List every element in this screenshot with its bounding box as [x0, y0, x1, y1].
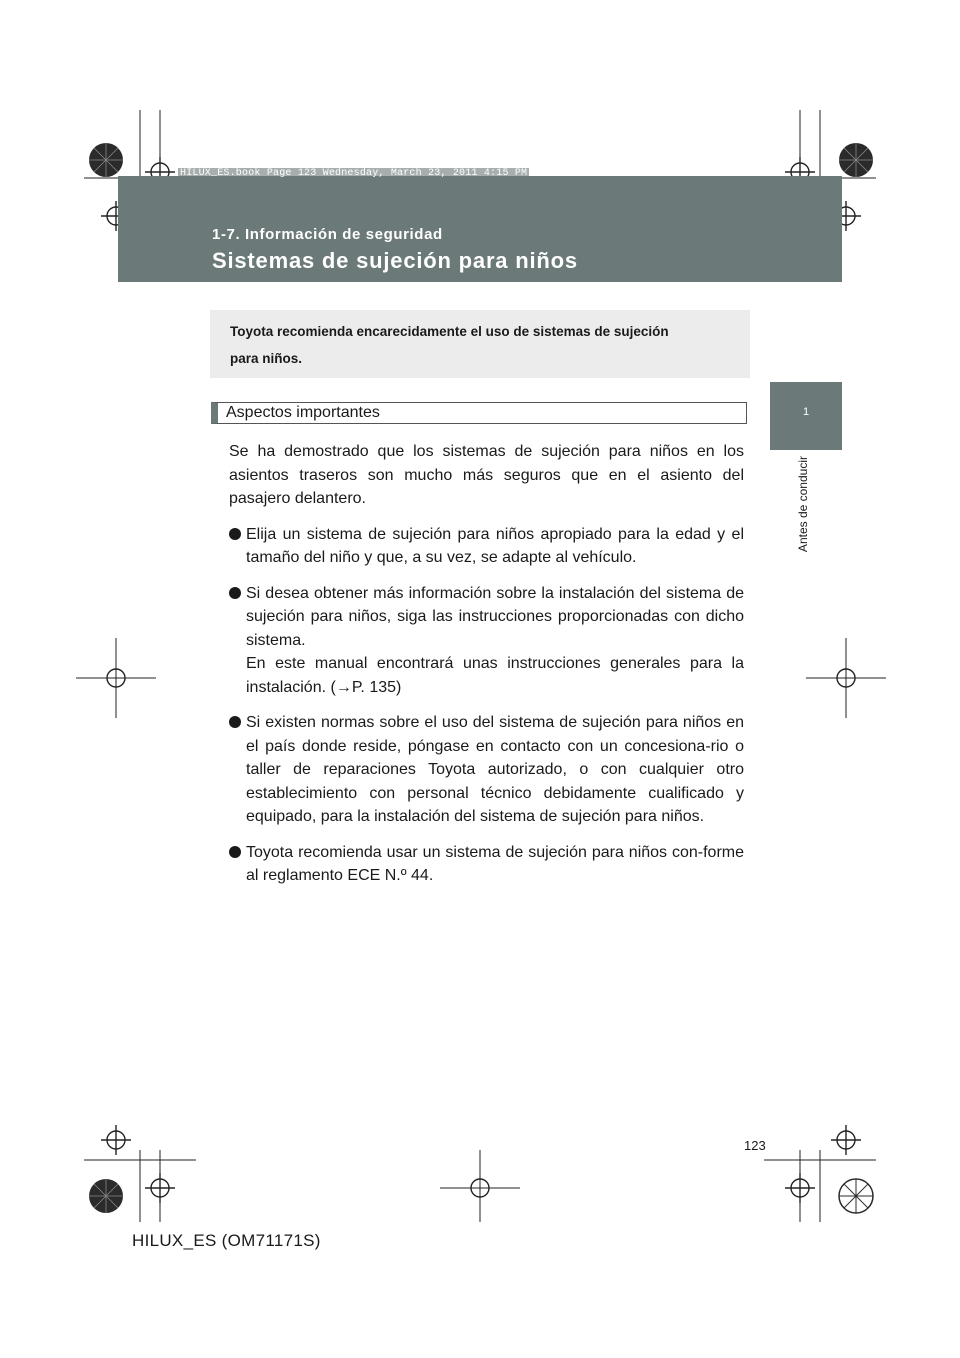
bullet-text: Toyota recomienda usar un sistema de sujeción para niños con-forme al reglamento ECE N.º 44. [246, 843, 744, 884]
body-text [229, 440, 744, 900]
footer-code: HILUX_ES (OM71171S) [132, 1231, 321, 1250]
subheading-box [211, 402, 747, 424]
intro-line-2: para niños. [230, 351, 303, 366]
bullet-dot-icon [229, 528, 241, 540]
bullet-item [229, 711, 744, 829]
bullet-extra-text: En este manual encontrará unas instrucciones generales para la instalación. (→P. 135) [246, 655, 744, 696]
page-title: Sistemas de sujeción para niños [212, 248, 578, 273]
bullet-dot-icon [229, 587, 241, 599]
bullet-dot-icon [229, 846, 241, 858]
bullet-text: Si existen normas sobre el uso del sistema de sujeción para niños en el país donde reside, póngase en contacto con un concesiona-rio o taller de reparaciones Toyota autorizado, o con cualquier otro establecimiento con personal técnico debidamente cualificado y equipado, para la instalación del sistema de sujeción para niños. [246, 714, 744, 825]
bullet-item [229, 523, 744, 570]
chapter-label-text: Antes de conducir [796, 456, 810, 553]
bullet-dot-icon [229, 716, 241, 728]
intro-paragraph: Se ha demostrado que los sistemas de sujeción para niños en los asientos traseros son mucho más seguros que en el asiento del pasajero delantero. [229, 443, 744, 507]
chapter-number: 1 [802, 406, 810, 418]
chapter-label [796, 456, 816, 586]
page-number: 123 [744, 1138, 766, 1153]
intro-text [230, 318, 730, 372]
bullet-text: Elija un sistema de sujeción para niños apropiado para la edad y el tamaño del niño y que, a su vez, se adapte al vehículo. [246, 525, 744, 566]
bullet-item [229, 841, 744, 888]
bullet-text: Si desea obtener más información sobre la instalación del sistema de sujeción para niños, siga las instrucciones proporcionadas con dicho sistema. [246, 584, 744, 649]
bullet-item [229, 582, 744, 700]
section-label: 1-7. Información de seguridad [212, 226, 443, 243]
intro-line-1: Toyota recomienda encarecidamente el uso de sistemas de sujeción [230, 324, 669, 339]
book-stamp: HILUX_ES.book Page 123 Wednesday, March 23, 2011 4:15 PM [180, 168, 528, 179]
subheading: Aspectos importantes [226, 404, 380, 421]
